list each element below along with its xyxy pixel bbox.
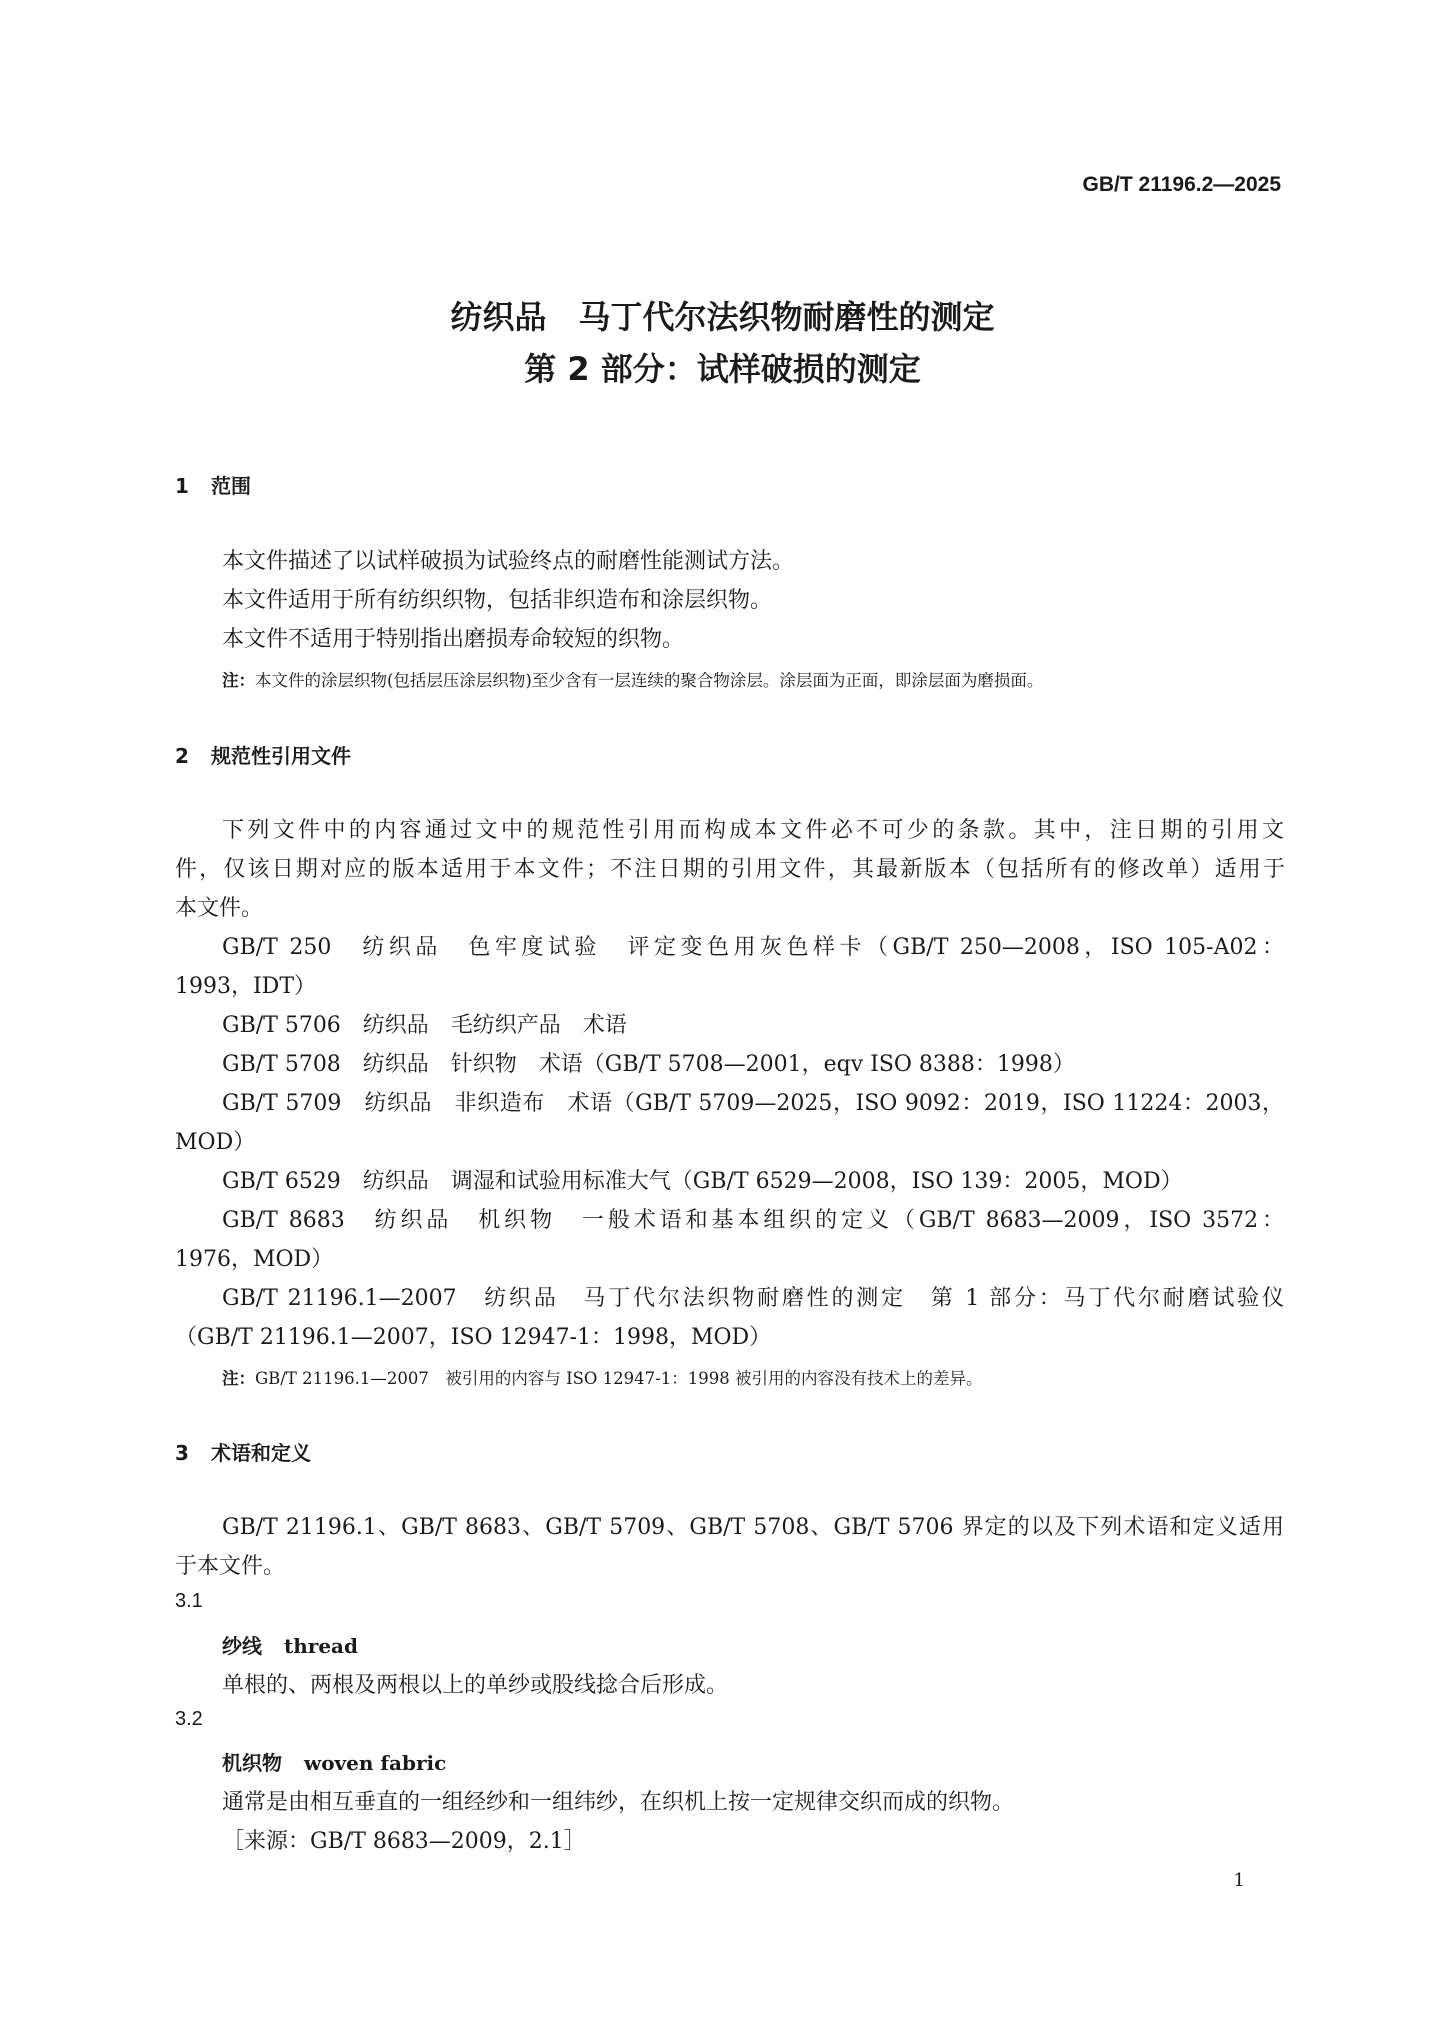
section-title: 术语和定义 — [211, 1441, 311, 1465]
note — [222, 1365, 982, 1389]
document-title: 纺织品 马丁代尔法织物耐磨性的测定 — [450, 298, 995, 336]
document-subtitle: 第 2 部分：试样破损的测定 — [524, 350, 921, 388]
reference-entry: GB/T 5706 纺织品 毛纺织产品 术语 — [222, 1013, 627, 1038]
term-definition: 通常是由相互垂直的一组经纱和一组纬纱，在织机上按一定规律交织而成的织物。 — [222, 1790, 1015, 1815]
reference-entry: GB/T 250 纺织品 色牢度试验 评定变色用灰色样卡（GB/T 250—2008，ISO 105-A02： — [222, 935, 1284, 960]
reference-entry: GB/T 6529 纺织品 调湿和试验用标准大气（GB/T 6529—2008，ISO 139：2005，MOD） — [222, 1169, 1183, 1194]
term-number: 3.2 — [175, 1708, 203, 1730]
reference-entry-cont: （GB/T 21196.1—2007，ISO 12947-1：1998，MOD） — [175, 1325, 772, 1350]
paragraph: 本文件描述了以试样破损为试验终点的耐磨性能测试方法。 — [222, 549, 795, 574]
paragraph: 本文件适用于所有纺织织物，包括非织造布和涂层织物。 — [222, 588, 773, 613]
reference-entry: GB/T 8683 纺织品 机织物 一般术语和基本组织的定义（GB/T 8683—2009，ISO 3572： — [222, 1208, 1284, 1233]
term-source: ［来源：GB/T 8683—2009，2.1］ — [222, 1829, 586, 1854]
section-heading-scope — [175, 470, 251, 499]
reference-entry-cont: MOD） — [175, 1130, 256, 1155]
paragraph-line: 件，仅该日期对应的版本适用于本文件；不注日期的引用文件，其最新版本（包括所有的修改单）适用于 — [175, 857, 1285, 882]
document-code: GB/T 21196.2—2025 — [1082, 173, 1281, 196]
term-zh: 纱线 — [222, 1634, 262, 1658]
term-heading — [222, 1630, 358, 1659]
note — [222, 667, 1043, 691]
note-label: 注： — [222, 1369, 255, 1388]
paragraph-line: 本文件。 — [175, 896, 264, 921]
paragraph-line: 于本文件。 — [175, 1554, 286, 1579]
section-heading-normative-references — [175, 740, 351, 769]
reference-entry-cont: 1993，IDT） — [175, 974, 316, 999]
paragraph-line: GB/T 21196.1、GB/T 8683、GB/T 5709、GB/T 5708、GB/T 5706 界定的以及下列术语和定义适用 — [222, 1515, 1284, 1540]
page-number: 1 — [1233, 1870, 1245, 1891]
section-number: 3 — [175, 1441, 189, 1465]
term-en: thread — [284, 1634, 358, 1658]
reference-entry: GB/T 5708 纺织品 针织物 术语（GB/T 5708—2001，eqv ISO 8388：1998） — [222, 1052, 1075, 1077]
reference-entry: GB/T 5709 纺织品 非织造布 术语（GB/T 5709—2025，ISO 9092：2019，ISO 11224：2003， — [222, 1091, 1284, 1116]
note-label: 注： — [222, 671, 255, 690]
term-en: woven fabric — [304, 1751, 447, 1775]
section-number: 1 — [175, 474, 189, 498]
paragraph-line: 下列文件中的内容通过文中的规范性引用而构成本文件必不可少的条款。其中，注日期的引用文 — [222, 818, 1284, 843]
reference-entry-cont: 1976，MOD） — [175, 1247, 334, 1272]
section-heading-terms — [175, 1437, 311, 1466]
term-zh: 机织物 — [222, 1751, 282, 1775]
paragraph: 本文件不适用于特别指出磨损寿命较短的织物。 — [222, 627, 685, 652]
section-title: 规范性引用文件 — [211, 744, 351, 768]
reference-entry: GB/T 21196.1—2007 纺织品 马丁代尔法织物耐磨性的测定 第 1 部分：马丁代尔耐磨试验仪 — [222, 1286, 1284, 1311]
note-text: 本文件的涂层织物(包括层压涂层织物)至少含有一层连续的聚合物涂层。涂层面为正面，即涂层面为磨损面。 — [255, 671, 1044, 690]
note-text: GB/T 21196.1—2007 被引用的内容与 ISO 12947-1：1998 被引用的内容没有技术上的差异。 — [255, 1369, 983, 1388]
section-title: 范围 — [211, 474, 251, 498]
term-number: 3.1 — [175, 1590, 203, 1612]
section-number: 2 — [175, 744, 189, 768]
term-definition: 单根的、两根及两根以上的单纱或股线捻合后形成。 — [222, 1673, 729, 1698]
term-heading — [222, 1747, 446, 1776]
